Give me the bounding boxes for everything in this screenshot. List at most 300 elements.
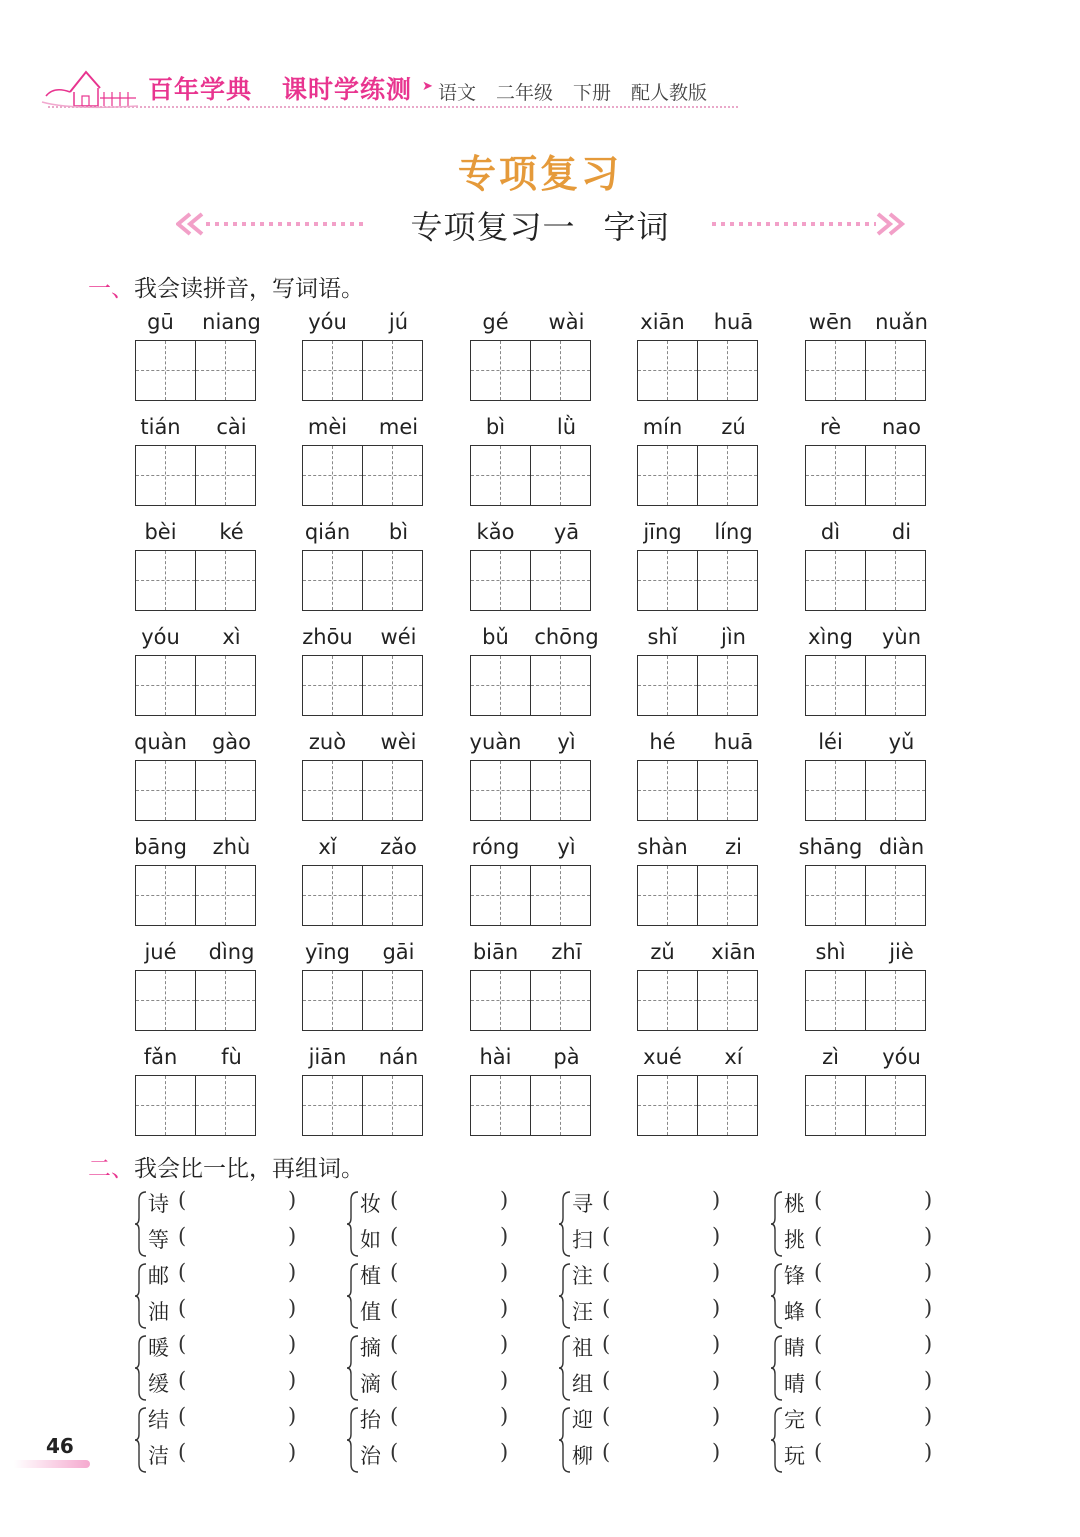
paren-open: ( [602, 1260, 611, 1284]
writing-boxes [637, 445, 759, 506]
tian-grid-box[interactable] [865, 970, 926, 1031]
paren-close: ) [712, 1404, 721, 1428]
paren-close: ) [288, 1224, 297, 1248]
compare-row[interactable] [148, 1188, 297, 1218]
pinyin-syllable: gāi [382, 940, 415, 964]
brace-icon [134, 1262, 148, 1330]
pinyin-syllable: yuàn [469, 730, 522, 754]
paren-close: ) [712, 1224, 721, 1248]
tian-grid-box[interactable] [135, 340, 196, 401]
tian-grid-box[interactable] [637, 760, 698, 821]
compare-row[interactable] [784, 1404, 933, 1434]
compare-row[interactable] [784, 1188, 933, 1218]
tian-grid-box[interactable] [470, 655, 531, 716]
tian-grid-box[interactable] [470, 340, 531, 401]
compare-row[interactable] [148, 1296, 297, 1326]
compare-row[interactable] [148, 1404, 297, 1434]
compare-row[interactable] [360, 1296, 509, 1326]
paren-close: ) [500, 1188, 509, 1212]
tian-grid-box[interactable] [195, 865, 256, 926]
pinyin-syllable: gū [147, 310, 174, 334]
compare-pair [776, 1332, 976, 1404]
paren-close: ) [500, 1440, 509, 1464]
tian-grid-box[interactable] [530, 655, 591, 716]
compare-char: 诗 [148, 1192, 169, 1216]
tian-grid-box[interactable] [195, 550, 256, 611]
tian-grid-box[interactable] [805, 865, 866, 926]
tian-grid-box[interactable] [637, 865, 698, 926]
tian-grid-box[interactable] [805, 1075, 866, 1136]
tian-grid-box[interactable] [530, 1075, 591, 1136]
compare-row[interactable] [572, 1404, 721, 1434]
pinyin-syllable: dì [820, 520, 841, 544]
compare-row[interactable] [784, 1440, 933, 1470]
tian-grid-box[interactable] [637, 655, 698, 716]
brace-icon [346, 1406, 360, 1474]
page-header [40, 62, 740, 112]
pinyin-label [460, 415, 602, 443]
paren-open: ( [390, 1440, 399, 1464]
pinyin-syllable: jìn [721, 625, 746, 649]
pinyin-syllable: nán [378, 1045, 419, 1069]
paren-open: ( [602, 1332, 611, 1356]
tian-grid-box[interactable] [530, 760, 591, 821]
pinyin-item [805, 625, 927, 717]
tian-grid-box[interactable] [530, 970, 591, 1031]
compare-row[interactable] [148, 1224, 297, 1254]
paren-open: ( [602, 1188, 611, 1212]
pinyin-syllable: di [891, 520, 912, 544]
pinyin-label [460, 625, 602, 653]
writing-boxes [637, 340, 759, 401]
compare-pair [776, 1188, 976, 1260]
pinyin-syllable: xiān [640, 310, 685, 334]
pinyin-item [637, 835, 759, 927]
pinyin-label [627, 730, 769, 758]
tian-grid-box[interactable] [530, 550, 591, 611]
brace-icon [346, 1334, 360, 1402]
compare-row[interactable] [572, 1188, 721, 1218]
paren-close: ) [288, 1260, 297, 1284]
writing-boxes [302, 655, 424, 716]
tian-grid-box[interactable] [805, 970, 866, 1031]
compare-char: 妆 [360, 1192, 381, 1216]
compare-row[interactable] [572, 1332, 721, 1362]
writing-boxes [135, 445, 257, 506]
pinyin-label [125, 415, 267, 443]
writing-boxes [135, 1075, 257, 1136]
tian-grid-box[interactable] [697, 340, 758, 401]
pinyin-syllable: cài [216, 415, 247, 439]
pinyin-label [292, 730, 434, 758]
writing-boxes [805, 970, 927, 1031]
compare-pair [352, 1332, 552, 1404]
brand-name: 百年学典 [148, 75, 253, 104]
tian-grid-box[interactable] [195, 340, 256, 401]
pinyin-syllable: zǔ [650, 940, 675, 964]
tian-grid-box[interactable] [470, 445, 531, 506]
compare-char: 晴 [784, 1372, 805, 1396]
tian-grid-box[interactable] [805, 340, 866, 401]
compare-row[interactable] [572, 1224, 721, 1254]
paren-open: ( [814, 1404, 823, 1428]
paren-open: ( [602, 1440, 611, 1464]
compare-row[interactable] [572, 1440, 721, 1470]
pinyin-item [805, 1045, 927, 1137]
meta-edition: 配人教版 [631, 82, 708, 104]
paren-close: ) [500, 1260, 509, 1284]
tian-grid-box[interactable] [865, 1075, 926, 1136]
tian-grid-box[interactable] [302, 550, 363, 611]
tian-grid-box[interactable] [805, 550, 866, 611]
paren-open: ( [390, 1188, 399, 1212]
compare-pair [564, 1260, 764, 1332]
pinyin-item [302, 1045, 424, 1137]
pinyin-label [627, 520, 769, 548]
tian-grid-box[interactable] [697, 865, 758, 926]
compare-char: 汪 [572, 1300, 593, 1324]
pinyin-syllable: hé [649, 730, 676, 754]
compare-char: 植 [360, 1264, 381, 1288]
pinyin-label [125, 310, 267, 338]
tian-grid-box[interactable] [302, 340, 363, 401]
compare-row[interactable] [360, 1260, 509, 1290]
paren-open: ( [814, 1260, 823, 1284]
paren-close: ) [712, 1188, 721, 1212]
writing-boxes [302, 760, 424, 821]
tian-grid-box[interactable] [302, 865, 363, 926]
pinyin-syllable: léi [818, 730, 843, 754]
tian-grid-box[interactable] [865, 760, 926, 821]
tian-grid-box[interactable] [637, 1075, 698, 1136]
pinyin-syllable: shì [815, 940, 846, 964]
paren-open: ( [178, 1404, 187, 1428]
tian-grid-box[interactable] [470, 865, 531, 926]
pinyin-label [627, 835, 769, 863]
pinyin-label [795, 520, 937, 548]
paren-open: ( [390, 1404, 399, 1428]
tian-grid-box[interactable] [637, 970, 698, 1031]
tian-grid-box[interactable] [362, 865, 423, 926]
brace-icon [770, 1334, 784, 1402]
pinyin-syllable: xí [724, 1045, 743, 1069]
compare-row[interactable] [148, 1368, 297, 1398]
tian-grid-box[interactable] [135, 1075, 196, 1136]
house-logo-icon [40, 62, 140, 110]
paren-open: ( [814, 1332, 823, 1356]
tian-grid-box[interactable] [362, 655, 423, 716]
tian-grid-box[interactable] [637, 340, 698, 401]
writing-boxes [135, 865, 257, 926]
compare-row[interactable] [572, 1296, 721, 1326]
paren-close: ) [924, 1188, 933, 1212]
pinyin-item [470, 415, 592, 507]
pinyin-syllable: xì [222, 625, 241, 649]
pinyin-label [460, 730, 602, 758]
pinyin-label [795, 730, 937, 758]
pinyin-item [637, 940, 759, 1032]
pinyin-item [470, 520, 592, 612]
pinyin-syllable: fǎn [143, 1045, 178, 1069]
paren-close: ) [288, 1440, 297, 1464]
paren-open: ( [390, 1224, 399, 1248]
pinyin-label [627, 415, 769, 443]
tian-grid-box[interactable] [302, 1075, 363, 1136]
compare-char: 迎 [572, 1408, 593, 1432]
pinyin-label [292, 415, 434, 443]
pinyin-item [302, 310, 424, 402]
tian-grid-box[interactable] [302, 445, 363, 506]
tian-grid-box[interactable] [362, 550, 423, 611]
compare-row[interactable] [360, 1404, 509, 1434]
compare-char: 寻 [572, 1192, 593, 1216]
pinyin-label [795, 625, 937, 653]
compare-char: 挑 [784, 1228, 805, 1252]
tian-grid-box[interactable] [530, 340, 591, 401]
writing-boxes [637, 655, 759, 716]
pinyin-syllable: quàn [134, 730, 187, 754]
tian-grid-box[interactable] [135, 970, 196, 1031]
pinyin-syllable: wēn [808, 310, 853, 334]
tian-grid-box[interactable] [195, 655, 256, 716]
tian-grid-box[interactable] [302, 655, 363, 716]
pinyin-item [135, 310, 261, 402]
subtitle [0, 202, 1080, 248]
tian-grid-box[interactable] [362, 970, 423, 1031]
pinyin-syllable: nuǎn [875, 310, 928, 334]
series-name: 课时学练测 [282, 75, 413, 104]
pinyin-syllable: bì [388, 520, 409, 544]
compare-row[interactable] [784, 1296, 933, 1326]
compare-row[interactable] [784, 1368, 933, 1398]
pinyin-label [292, 625, 434, 653]
tian-grid-box[interactable] [470, 550, 531, 611]
pinyin-label [292, 940, 434, 968]
compare-row[interactable] [572, 1260, 721, 1290]
compare-row[interactable] [360, 1368, 509, 1398]
tian-grid-box[interactable] [195, 760, 256, 821]
compare-row[interactable] [784, 1224, 933, 1254]
pinyin-syllable: pà [553, 1045, 580, 1069]
tian-grid-box[interactable] [865, 550, 926, 611]
writing-boxes [470, 760, 592, 821]
compare-char: 结 [148, 1408, 169, 1432]
paren-open: ( [814, 1296, 823, 1320]
paren-open: ( [178, 1296, 187, 1320]
pinyin-item [470, 730, 592, 822]
pinyin-syllable: biān [472, 940, 519, 964]
compare-char: 锋 [784, 1264, 805, 1288]
tian-grid-box[interactable] [135, 760, 196, 821]
pinyin-syllable: bèi [144, 520, 177, 544]
pinyin-item [805, 520, 927, 612]
compare-char: 抬 [360, 1408, 381, 1432]
tian-grid-box[interactable] [135, 550, 196, 611]
writing-boxes [470, 1075, 592, 1136]
pinyin-syllable: zú [721, 415, 746, 439]
tian-grid-box[interactable] [865, 445, 926, 506]
pinyin-syllable: róng [471, 835, 520, 859]
pinyin-item [135, 835, 257, 927]
paren-close: ) [288, 1296, 297, 1320]
subtitle-row [0, 198, 1080, 250]
pinyin-syllable: shāng [798, 835, 863, 859]
pinyin-syllable: yǔ [888, 730, 915, 754]
pinyin-label [460, 1045, 602, 1073]
tian-grid-box[interactable] [195, 970, 256, 1031]
tian-grid-box[interactable] [805, 655, 866, 716]
pinyin-syllable: bǔ [482, 625, 509, 649]
compare-pair [140, 1188, 340, 1260]
pinyin-item [135, 730, 257, 822]
tian-grid-box[interactable] [530, 865, 591, 926]
compare-char: 蜂 [784, 1300, 805, 1324]
brace-icon [770, 1406, 784, 1474]
paren-close: ) [712, 1440, 721, 1464]
tian-grid-box[interactable] [362, 760, 423, 821]
section-heading-2: 二、我会比一比，再组词。 [88, 1156, 364, 1182]
tian-grid-box[interactable] [637, 550, 698, 611]
tian-grid-box[interactable] [302, 970, 363, 1031]
tian-grid-box[interactable] [637, 445, 698, 506]
compare-row[interactable] [360, 1224, 509, 1254]
writing-boxes [637, 550, 759, 611]
tian-grid-box[interactable] [865, 340, 926, 401]
tian-grid-box[interactable] [805, 760, 866, 821]
pinyin-item [302, 415, 424, 507]
meta-subject: 语文 [438, 82, 477, 104]
compare-row[interactable] [572, 1368, 721, 1398]
paren-close: ) [924, 1296, 933, 1320]
compare-pair [352, 1188, 552, 1260]
pinyin-syllable: bāng [134, 835, 187, 859]
pinyin-item [637, 625, 759, 717]
tian-grid-box[interactable] [135, 865, 196, 926]
tian-grid-box[interactable] [302, 760, 363, 821]
writing-boxes [302, 865, 424, 926]
paren-open: ( [390, 1260, 399, 1284]
tian-grid-box[interactable] [697, 1075, 758, 1136]
compare-row[interactable] [360, 1188, 509, 1218]
compare-row[interactable] [148, 1260, 297, 1290]
compare-char: 摘 [360, 1336, 381, 1360]
pinyin-item [302, 940, 424, 1032]
tian-grid-box[interactable] [470, 760, 531, 821]
pinyin-item [637, 520, 759, 612]
paren-open: ( [390, 1368, 399, 1392]
paren-open: ( [814, 1224, 823, 1248]
pinyin-syllable: zì [822, 1045, 839, 1069]
pinyin-label [460, 940, 602, 968]
tian-grid-box[interactable] [697, 550, 758, 611]
compare-pair [776, 1260, 976, 1332]
compare-char: 油 [148, 1300, 169, 1324]
pinyin-label [627, 1045, 769, 1073]
tian-grid-box[interactable] [135, 445, 196, 506]
compare-char: 邮 [148, 1264, 169, 1288]
pinyin-syllable: dìng [208, 940, 255, 964]
paren-close: ) [924, 1224, 933, 1248]
subtitle-part1: 专项复习一 [410, 208, 576, 246]
paren-close: ) [288, 1368, 297, 1392]
compare-row[interactable] [360, 1332, 509, 1362]
pinyin-item [637, 1045, 759, 1137]
tian-grid-box[interactable] [362, 1075, 423, 1136]
tian-grid-box[interactable] [362, 340, 423, 401]
tian-grid-box[interactable] [697, 760, 758, 821]
page-number: 46 [46, 1434, 74, 1458]
compare-pair [140, 1260, 340, 1332]
writing-boxes [302, 1075, 424, 1136]
paren-close: ) [712, 1260, 721, 1284]
compare-row[interactable] [784, 1260, 933, 1290]
paren-open: ( [602, 1224, 611, 1248]
writing-boxes [135, 550, 257, 611]
tian-grid-box[interactable] [865, 655, 926, 716]
tian-grid-box[interactable] [530, 445, 591, 506]
pinyin-syllable: yóu [882, 1045, 921, 1069]
pinyin-label [795, 1045, 937, 1073]
pinyin-label [125, 940, 267, 968]
compare-pair [564, 1188, 764, 1260]
tian-grid-box[interactable] [362, 445, 423, 506]
tian-grid-box[interactable] [195, 445, 256, 506]
pinyin-syllable: yì [557, 835, 576, 859]
writing-boxes [805, 340, 927, 401]
tian-grid-box[interactable] [135, 655, 196, 716]
compare-pair [776, 1404, 976, 1476]
tian-grid-box[interactable] [697, 655, 758, 716]
tian-grid-box[interactable] [470, 1075, 531, 1136]
paren-close: ) [500, 1332, 509, 1356]
paren-open: ( [602, 1368, 611, 1392]
writing-boxes [805, 1075, 927, 1136]
pinyin-syllable: xǐ [318, 835, 337, 859]
tian-grid-box[interactable] [865, 865, 926, 926]
pinyin-label [125, 520, 267, 548]
pinyin-syllable: yīng [305, 940, 350, 964]
paren-open: ( [178, 1332, 187, 1356]
pinyin-syllable: zhōu [302, 625, 353, 649]
pinyin-syllable: fù [221, 1045, 242, 1069]
tian-grid-box[interactable] [697, 445, 758, 506]
compare-pair [352, 1404, 552, 1476]
tian-grid-box[interactable] [195, 1075, 256, 1136]
pinyin-label [795, 940, 937, 968]
compare-row[interactable] [360, 1440, 509, 1470]
pinyin-syllable: yóu [308, 310, 347, 334]
compare-row[interactable] [148, 1440, 297, 1470]
writing-boxes [135, 655, 257, 716]
pinyin-syllable: nao [881, 415, 922, 439]
pinyin-syllable: xiān [711, 940, 756, 964]
pinyin-item [805, 310, 927, 402]
compare-row[interactable] [784, 1332, 933, 1362]
compare-row[interactable] [148, 1332, 297, 1362]
tian-grid-box[interactable] [697, 970, 758, 1031]
pinyin-syllable: mèi [307, 415, 348, 439]
pinyin-syllable: líng [714, 520, 753, 544]
compare-char: 暖 [148, 1336, 169, 1360]
tian-grid-box[interactable] [470, 970, 531, 1031]
pinyin-syllable: yùn [881, 625, 922, 649]
paren-open: ( [178, 1368, 187, 1392]
page-title: 专项复习 [457, 152, 622, 196]
pinyin-syllable: diàn [878, 835, 925, 859]
tian-grid-box[interactable] [805, 445, 866, 506]
pinyin-item [470, 1045, 592, 1137]
pinyin-label [292, 835, 434, 863]
